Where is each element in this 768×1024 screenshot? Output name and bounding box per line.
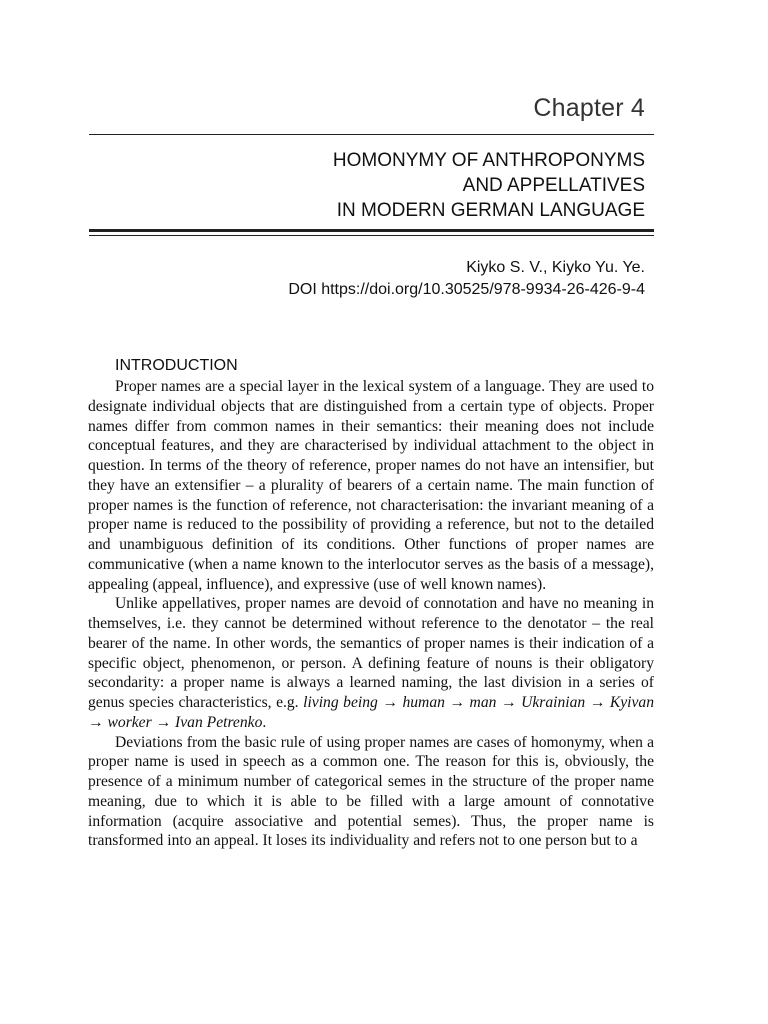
- double-rule-thin: [89, 235, 654, 236]
- double-rule-thick: [89, 229, 654, 232]
- paragraph-2-end: .: [262, 713, 267, 731]
- example-chain: living being → human → man → Ukrainian → Kyivan → worker → Ivan Petrenko: [88, 694, 654, 731]
- chapter-label: Chapter 4: [533, 94, 645, 122]
- paragraph-3: Deviations from the basic rule of using proper names are cases of homonymy, when a proper name is used in speech as a common one. The reason for this is, obviously, the presence of a minimum number of categorical semes in the structure of the proper name meaning, due to which it is able to be filled with a large amount of connotative information (acquire associative and potential semes). Thus, the proper name is transformed into an appeal. It loses its individuality and refers not to one person but to a: [88, 733, 654, 850]
- body-text: [88, 377, 654, 851]
- paragraph-2-start: Unlike appellatives, proper names are devoid of connotation and have no meaning in themselves, i.e. they cannot be determined without reference to the denotator – the real bearer of the name. In other words, the semantics of proper names is their indication of a specific object, phenomenon, or person. A defining feature of nouns is their obligatory secondarity: a proper name is always a learned naming, the last division in a series of genus species characteristics, e.g.: [88, 595, 654, 711]
- title-line-3: IN MODERN GERMAN LANGUAGE: [336, 200, 645, 221]
- title-line-2: AND APPELLATIVES: [462, 175, 645, 196]
- title-line-1: HOMONYMY OF ANTHROPONYMS: [332, 150, 645, 171]
- doi-link[interactable]: DOI https://doi.org/10.30525/978-9934-26-426-9-4: [288, 281, 645, 298]
- chapter-title: [125, 148, 645, 223]
- author-block: [288, 257, 645, 301]
- paragraph-2: [88, 594, 654, 732]
- top-rule: [89, 134, 654, 135]
- paragraph-1: Proper names are a special layer in the lexical system of a language. They are used to designate individual objects that are distinguished from a certain type of objects. Proper names differ from common names in their semantics: their meaning does not include conceptual features, and they are characterised by individual attachment to the object in question. In terms of the theory of reference, proper names do not have an intensifier, but they have an extensifier – a plurality of bearers of a certain name. The main function of proper names is the function of reference, not characterisation: the invariant meaning of a proper name is reduced to the possibility of providing a reference, but not to the detailed and unambiguous definition of its conditions. Other functions of proper names are communicative (when a name known to the interlocutor serves as the basis of a message), appealing (appeal, influence), and expressive (use of well known names).: [88, 378, 654, 593]
- authors: Kiyko S. V., Kiyko Yu. Ye.: [466, 259, 645, 276]
- section-heading: INTRODUCTION: [115, 357, 238, 374]
